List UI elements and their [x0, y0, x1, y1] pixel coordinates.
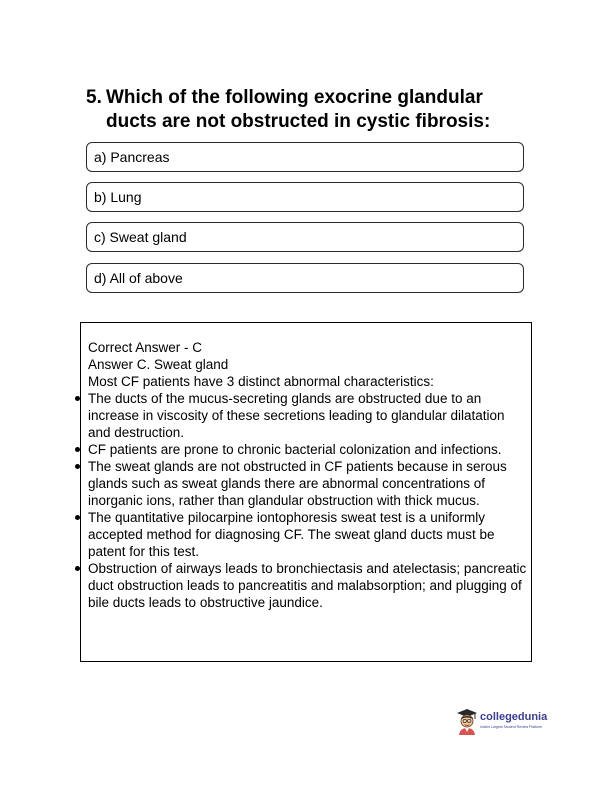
- bullet-text: The sweat glands are not obstructed in CF patients because in serous glands such as sweat glands there are abnormal concentrations of inorganic ions, rather than glandular obstruction with thick mucus.: [88, 459, 507, 508]
- logo-name: collegedunia: [480, 711, 548, 723]
- graduate-mascot-icon: [456, 708, 478, 736]
- answer-text: [88, 339, 528, 611]
- bullet-dot-icon: [75, 566, 80, 571]
- bullet-item: [88, 458, 528, 509]
- question-text-line1: Which of the following exocrine glandular: [106, 87, 483, 108]
- logo-tagline: India's Largest Student Review Platform: [480, 725, 543, 729]
- bullet-text: Obstruction of airways leads to bronchiectasis and atelectasis; pancreatic duct obstruction leads to pancreatitis and malabsorption; and plugging of bile ducts leads to obstructive jaundice.: [88, 561, 527, 610]
- bullet-dot-icon: [75, 464, 80, 469]
- intro-line: Most CF patients have 3 distinct abnormal characteristics:: [88, 374, 434, 389]
- bullet-dot-icon: [75, 515, 80, 520]
- answer-line: Answer C. Sweat gland: [88, 357, 229, 372]
- option-b[interactable]: b) Lung: [86, 182, 524, 212]
- bullet-dot-icon: [75, 447, 80, 452]
- bullet-item: [88, 560, 528, 611]
- collegedunia-logo: [456, 708, 556, 738]
- bullet-item: [88, 441, 528, 458]
- answer-explanation-box: [80, 322, 532, 662]
- correct-answer-line: Correct Answer - C: [88, 340, 203, 355]
- bullet-dot-icon: [75, 396, 80, 401]
- option-d[interactable]: d) All of above: [86, 263, 524, 293]
- bullet-text: The quantitative pilocarpine iontophoresis sweat test is a uniformly accepted method for diagnosing CF. The sweat gland ducts must be patent for this test.: [88, 510, 495, 559]
- question-number: 5.: [86, 87, 102, 108]
- bullet-text: CF patients are prone to chronic bacterial colonization and infections.: [88, 442, 502, 457]
- option-a[interactable]: a) Pancreas: [86, 142, 524, 172]
- bullet-text: The ducts of the mucus-secreting glands are obstructed due to an increase in viscosity of these secretions leading to glandular dilatation and destruction.: [88, 391, 505, 440]
- question-heading: [86, 86, 546, 134]
- bullet-item: [88, 509, 528, 560]
- bullet-item: [88, 390, 528, 441]
- option-c[interactable]: c) Sweat gland: [86, 222, 524, 252]
- question-text-line2: ducts are not obstructed in cystic fibrosis:: [106, 111, 491, 132]
